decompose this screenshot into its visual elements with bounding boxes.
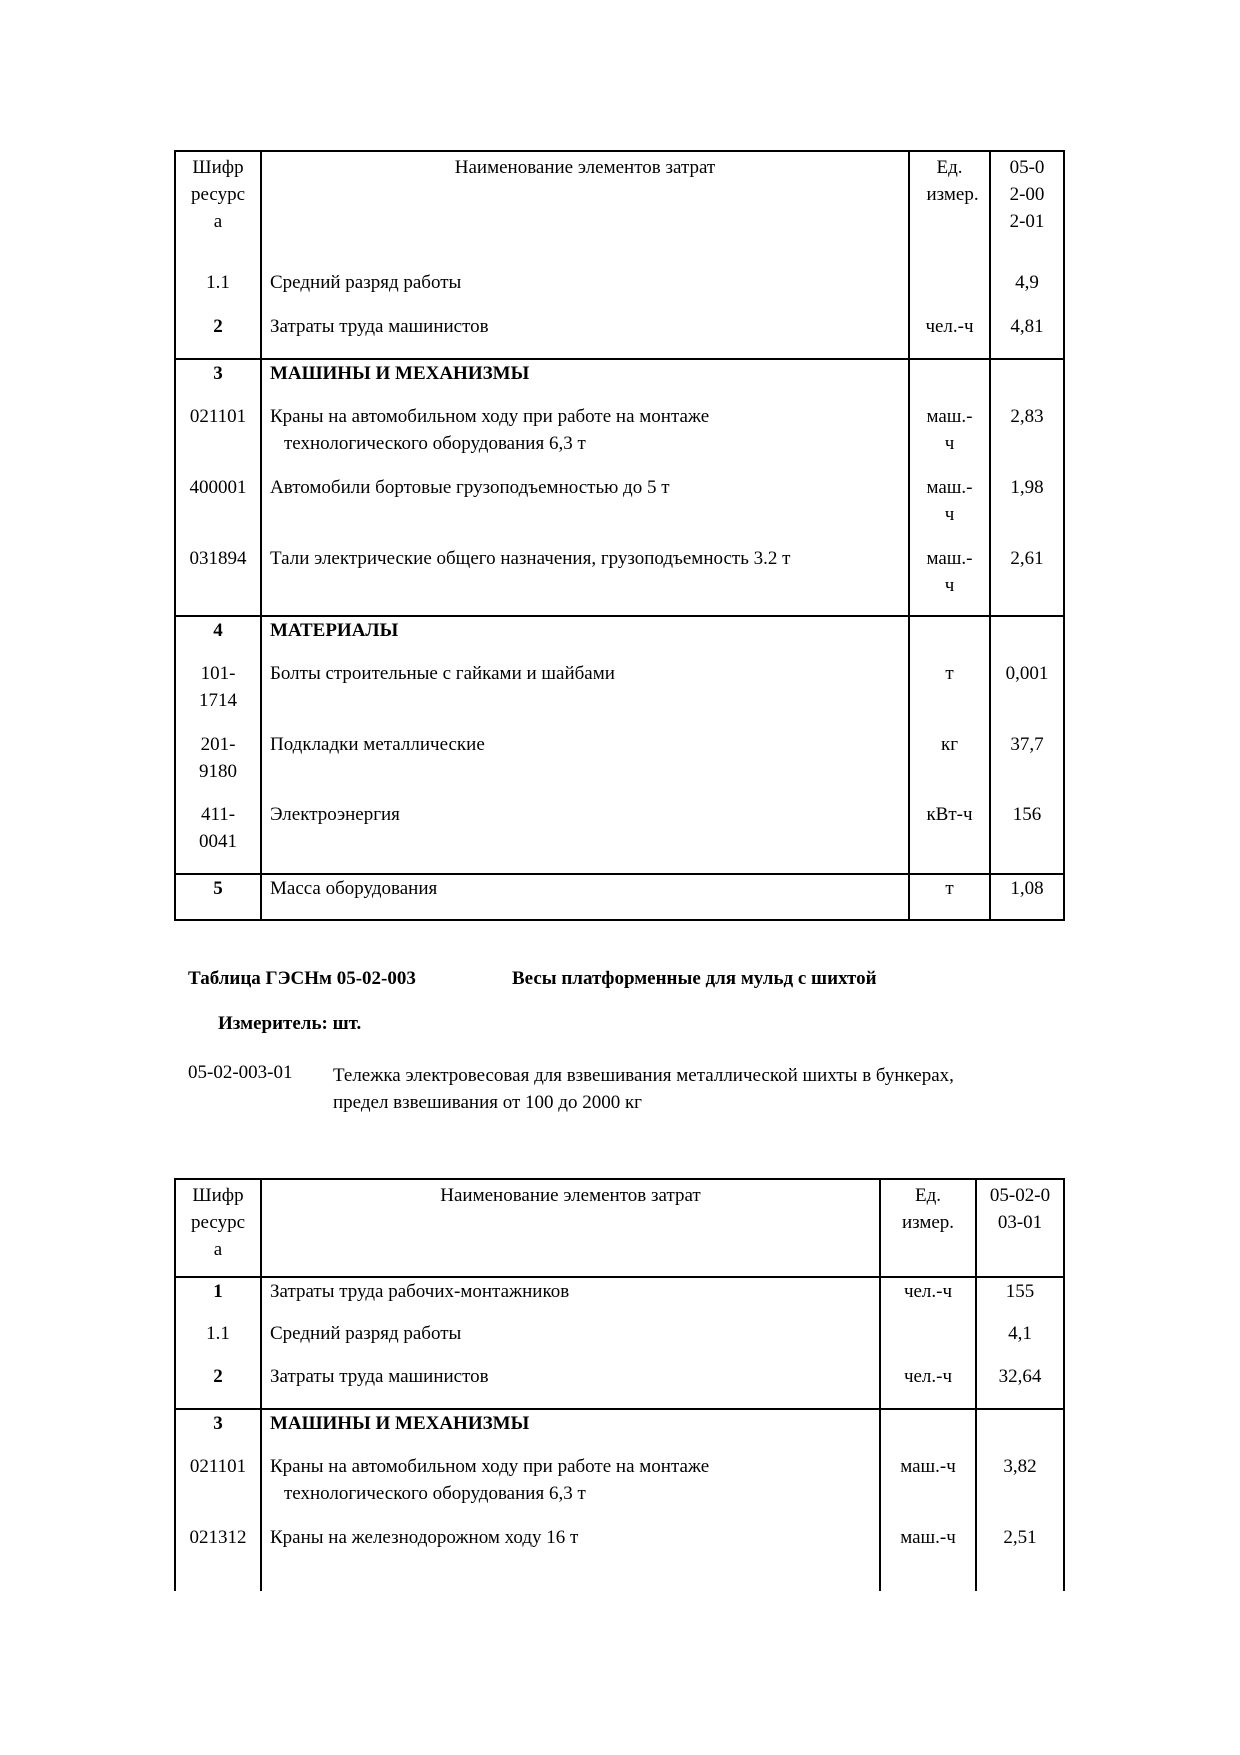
table-header-row [175,151,1064,269]
header-value: 05-02-002-01 [990,151,1064,269]
table-row: 021101 Краны на автомобильном ходу при работе на монтаже технологического оборудования 6,3 т маш.-ч 3,82 [175,1453,1064,1524]
table-row: 021312 Краны на железнодорожном ходу 16 т маш.-ч 2,51 [175,1524,1064,1591]
section-row-machines: 3 МАШИНЫ И МЕХАНИЗМЫ [175,1409,1064,1453]
table-row: 201-9180 Подкладки металлические кг 37,7 [175,731,1064,801]
table-title: Таблица ГЭСНм 05-02-003 [188,968,416,989]
item-description: Тележка электровесовая для взвешивания металлической шихты в бункерах, предел взвешивания от 100 до 2000 кг [333,1065,954,1113]
header-unit: Ед. измер. [880,1179,976,1277]
table-row: 2 Затраты труда машинистов чел.-ч 32,64 [175,1363,1064,1409]
section-row-materials: 4 МАТЕРИАЛЫ [175,616,1064,660]
table-row: 5 Масса оборудования т 1,08 [175,874,1064,920]
table-row: 031894 Тали электрические общего назначения, грузоподъемность 3.2 т маш.-ч 2,61 [175,545,1064,616]
table-row: 400001 Автомобили бортовые грузоподъемностью до 5 т маш.-ч 1,98 [175,474,1064,545]
table-header-row [175,1179,1064,1277]
table-row: 1.1 Средний разряд работы 4,9 [175,269,1064,313]
table-row: 1.1 Средний разряд работы 4,1 [175,1320,1064,1363]
table-row: 1 Затраты труда рабочих-монтажников чел.-ч 155 [175,1277,1064,1320]
header-code: Шифр ресурса [175,1179,261,1277]
table-row: 101-1714 Болты строительные с гайками и шайбами т 0,001 [175,660,1064,731]
header-unit: Ед. измер. [909,151,990,269]
header-code: Шифр ресурса [175,151,261,269]
table-name: Весы платформенные для мульд с шихтой [512,968,877,989]
header-value: 05-02-003-01 [976,1179,1064,1277]
item-code: 05-02-003-01 [188,1062,293,1083]
table-row: 021101 Краны на автомобильном ходу при работе на монтаже технологического оборудования 6,3 т маш.-ч 2,83 [175,403,1064,474]
resource-table-2 [174,1178,1065,1591]
table-row: 411-0041 Электроэнергия кВт-ч 156 [175,801,1064,874]
meter-label: Измеритель: шт. [218,1013,362,1034]
header-name: Наименование элементов затрат [261,151,909,269]
header-name: Наименование элементов затрат [261,1179,880,1277]
table-row: 2 Затраты труда машинистов чел.-ч 4,81 [175,313,1064,359]
section-row-machines: 3 МАШИНЫ И МЕХАНИЗМЫ [175,359,1064,403]
resource-table-1 [174,150,1065,921]
